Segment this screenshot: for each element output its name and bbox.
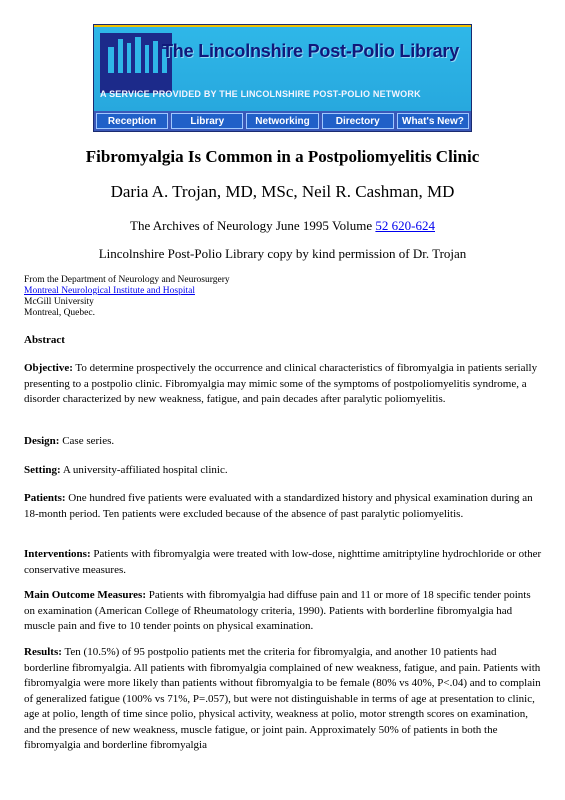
copy-note: Lincolnshire Post-Polio Library copy by kind permission of Dr. Trojan <box>98 246 467 261</box>
setting-paragraph <box>24 463 544 479</box>
institute-link[interactable]: Montreal Neurological Institute and Hospital <box>24 286 195 296</box>
library-banner[interactable] <box>93 24 472 132</box>
nav-bar <box>96 113 469 129</box>
interventions-paragraph <box>24 547 544 578</box>
banner-header <box>94 25 471 111</box>
objective-paragraph <box>24 361 544 408</box>
results-paragraph <box>24 645 544 754</box>
patients-label: Patients: <box>24 492 66 504</box>
setting-label: Setting: <box>24 464 61 476</box>
nav-whats-new[interactable]: What's New? <box>397 113 469 129</box>
interventions-text: Patients with fibromyalgia were treated with low-dose, nighttime amitriptyline hydrochloride or other conservative measures. <box>24 548 542 576</box>
nav-library[interactable]: Library <box>171 113 243 129</box>
article-authors: Daria A. Trojan, MD, MSc, Neil R. Cashman, MD <box>110 182 455 201</box>
nav-reception[interactable]: Reception <box>96 113 168 129</box>
banner-subtitle: A SERVICE PROVIDED BY THE LINCOLNSHIRE POST-POLIO NETWORK <box>100 89 421 99</box>
journal-citation <box>0 218 565 234</box>
nav-networking[interactable]: Networking <box>246 113 318 129</box>
outcome-paragraph <box>24 588 544 635</box>
affiliation-university: McGill University <box>24 297 94 307</box>
volume-link[interactable]: 52 620-624 <box>375 218 435 233</box>
results-text: Ten (10.5%) of 95 postpolio patients met the criteria for fibromyalgia, and another 10 patients had borderline fibromyalgia. All patients with fibromyalgia complained of new weakness, fatigue, and pain. Patients with fibromyalgia were more likely than patients without fibromyalgia to be female (80% vs 40%, P<.04) and to complain of generalized fatigue (100% vs 71%, P=.057), but were not distinguishable in terms of age at presentation to clinic, age at polio, length of time since polio, physical activity, weakness at polio, motor strength scores on examination, and the presence of new weakness, muscle fatigue, or joint pain. Approximately 50% of patients in both the fibromyalgia and borderline fibromyalgia <box>24 646 541 751</box>
setting-text: A university-affiliated hospital clinic. <box>60 464 228 476</box>
design-label: Design: <box>24 435 60 447</box>
outcome-label: Main Outcome Measures: <box>24 589 146 601</box>
design-paragraph <box>24 434 544 450</box>
affiliation <box>24 275 230 319</box>
banner-title: The Lincolnshire Post-Polio Library <box>162 41 460 61</box>
patients-text: One hundred five patients were evaluated with a standardized history and physical examination during an 18-month period. Ten patients were excluded because of the absence of past paralytic poliomyelitis. <box>24 492 533 520</box>
outcome-text: Patients with fibromyalgia had diffuse pain and 11 or more of 18 specific tender points on examination (American College of Rheumatology criteria, 1990). Patients with borderline fibromyalgia had muscle pain and five to 10 tender points on physical examination. <box>24 589 531 632</box>
results-label: Results: <box>24 646 62 658</box>
journal-prefix: The Archives of Neurology June 1995 Volume <box>130 218 376 233</box>
objective-label: Objective: <box>24 362 73 374</box>
patients-paragraph <box>24 491 544 522</box>
affiliation-city: Montreal, Quebec. <box>24 308 95 318</box>
abstract-heading: Abstract <box>24 334 65 346</box>
article-title: Fibromyalgia Is Common in a Postpoliomyelitis Clinic <box>85 147 480 166</box>
design-text: Case series. <box>59 435 115 447</box>
nav-directory[interactable]: Directory <box>322 113 394 129</box>
interventions-label: Interventions: <box>24 548 91 560</box>
objective-text: To determine prospectively the occurrence and clinical characteristics of fibromyalgia in patients serially presenting to a postpolio clinic. Fibromyalgia may mimic some of the symptoms of postpoliomyelitis syndrome, a disorder characterized by new weakness, fatigue, and pain decades after paralytic poliomyelitis. <box>24 362 538 405</box>
affiliation-department: From the Department of Neurology and Neurosurgery <box>24 275 230 285</box>
